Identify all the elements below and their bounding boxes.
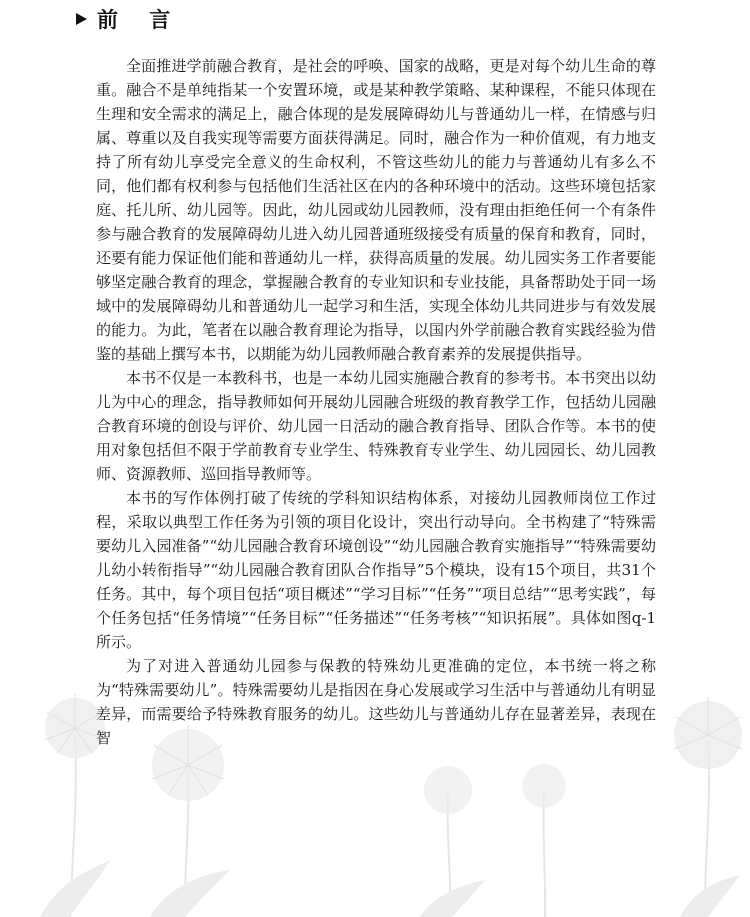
preface-body — [96, 54, 656, 750]
paragraph: 全面推进学前融合教育，是社会的呼唤、国家的战略，更是对每个幼儿生命的尊重。融合不是单纯指某一个安置环境，或是某种教学策略、某种课程，不能只体现在生理和安全需求的满足上，融合体现的是发展障碍幼儿与普通幼儿一样，在情感与归属、尊重以及自我实现等需要方面获得满足。同时，融合作为一种价值观，有力地支持了所有幼儿享受完全意义的生命权利，不管这些幼儿的能力与普通幼儿有多么不同，他们都有权利参与包括他们生活社区在内的各种环境中的活动。这些环境包括家庭、托儿所、幼儿园等。因此，幼儿园或幼儿园教师，没有理由拒绝任何一个有条件参与融合教育的发展障碍幼儿进入幼儿园普通班级接受有质量的保育和教育，同时，还要有能力保证他们能和普通幼儿一样，获得高质量的发展。幼儿园实务工作者要能够坚定融合教育的理念，掌握融合教育的专业知识和专业技能，具备帮助处于同一场域中的发展障碍幼儿和普通幼儿一起学习和生活，实现全体幼儿共同进步与有效发展的能力。为此，笔者在以融合教育理论为指导，以国内外学前融合教育实践经验为借鉴的基础上撰写本书，以期能为幼儿园教师融合教育素养的发展提供指导。 — [96, 57, 656, 363]
paragraph: 本书不仅是一本教科书，也是一本幼儿园实施融合教育的参考书。本书突出以幼儿为中心的理念，指导教师如何开展幼儿园融合班级的教育教学工作，包括幼儿园融合教育环境的创设与评价、幼儿园一日活动的融合教育指导、团队合作等。本书的使用对象包括但不限于学前教育专业学生、特殊教育专业学生、幼儿园园长、幼儿园教师、资源教师、巡回指导教师等。 — [96, 369, 656, 483]
paragraph: 为了对进入普通幼儿园参与保教的特殊幼儿更准确的定位，本书统一将之称为“特殊需要幼儿”。特殊需要幼儿是指因在身心发展或学习生活中与普通幼儿有明显差异，而需要给予特殊教育服务的幼儿。这些幼儿与普通幼儿存在显著差异，表现在智 — [96, 657, 656, 747]
page-title: 前 言 — [97, 7, 183, 32]
paragraph: 本书的写作体例打破了传统的学科知识结构体系，对接幼儿园教师岗位工作过程，采取以典型工作任务为引领的项目化设计，突出行动导向。全书构建了“特殊需要幼儿入园准备”“幼儿园融合教育环境创设”“幼儿园融合教育实施指导”“特殊需要幼儿幼小转衔指导”“幼儿园融合教育团队合作指导”5个模块，设有15个项目，共31个任务。其中，每个项目包括“项目概述”“学习目标”“任务”“项目总结”“思考实践”，每个任务包括“任务情境”“任务目标”“任务描述”“任务考核”“知识拓展”。具体如图q-1所示。 — [96, 489, 656, 651]
